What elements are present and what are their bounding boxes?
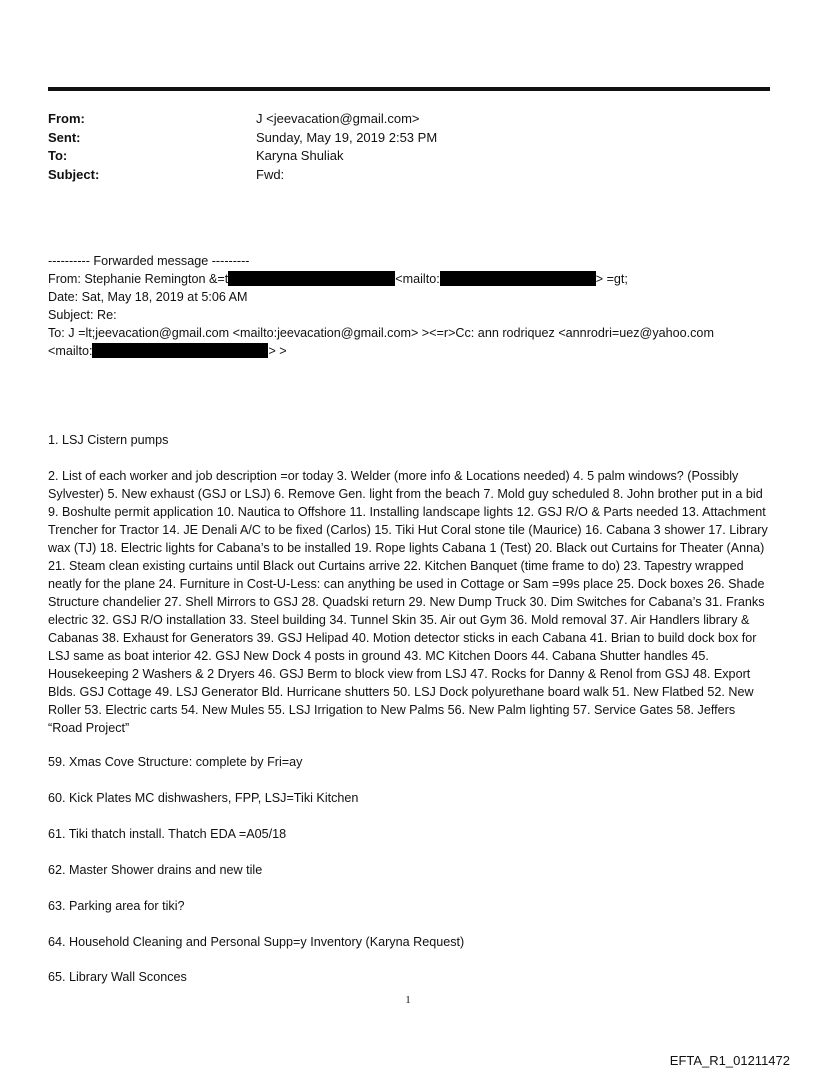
- forwarded-from-prefix: From: Stephanie Remington &=t: [48, 272, 229, 286]
- mailto2-prefix: <mailto:: [48, 344, 93, 358]
- forwarded-banner: ---------- Forwarded message ---------: [48, 254, 250, 268]
- redaction-box: [228, 271, 395, 286]
- from-label: From:: [48, 111, 85, 126]
- sent-label: Sent:: [48, 129, 81, 145]
- forwarded-block: [48, 252, 768, 360]
- bates-number: EFTA_R1_01211472: [669, 1053, 790, 1068]
- forwarded-date: Date: Sat, May 18, 2019 at 5:06 AM: [48, 290, 248, 304]
- email-header: [48, 110, 648, 184]
- mailto2-suffix: > >: [268, 344, 287, 358]
- from-row: [48, 110, 648, 129]
- list-item-63: 63. Parking area for tiki?: [48, 899, 185, 913]
- list-paragraph-2-58: [48, 467, 770, 737]
- mailto-mid: <mailto:: [395, 272, 440, 286]
- list-item-65: 65. Library Wall Sconces: [48, 970, 187, 984]
- list-item-62: 62. Master Shower drains and new tile: [48, 863, 263, 877]
- subject-value: Fwd:: [256, 166, 285, 182]
- redaction-box: [440, 271, 596, 286]
- list-item-2-58: 2. List of each worker and job description =or today 3. Welder (more info & Locations needed) 4. 5 palm windows? (Possibly Sylvester) 5. New exhaust (GSJ or LSJ) 6. Remove Gen. light from the beach 7. Mold guy scheduled 8. John brother put in a bid 9. Boshulte permit application 10. Nautica to Offshore 11. Installing landscape lights 12. GSJ R/O & Parts needed 13. Attachment Trencher for Tractor 14. JE Denali A/C to be fixed (Carlos) 15. Tiki Hut Coral stone tile (Maurice) 16. Cabana 3 shower 17. Library wax (TJ) 18. Electric lights for Cabana’s to be installed 19. Rope lights Cabana 1 (Test) 20. Black out Curtains for Theater (Anna) 21. Steam clean existing curtains until Black out Curtains arrive 22. Kitchen Banquet (time frame to do) 23. Tapestry wrapped neatly for the plane 24. Furniture in Cost-U-Less: can anything be used in Cottage or Sam =99s place 25. Dock boxes 26. Shade Structure chandelier 27. Shell Mirrors to GSJ 28. Quadski return 29. New Dump Truck 30. Dim Switches for Cabana’s 31. Franks electric 32. GSJ R/O installation 33. Steel building 34. Tunnel Skin 35. Air out Gym 36. Mold removal 37. Air Handlers library & Cabanas 38. Exhaust for Generators 39. GSJ Helipad 40. Motion detector sticks in each Cabana 41. Brian to build dock box for LSJ same as boat interior 42. GSJ New Dock 4 posts in ground 43. MC Kitchen Doors 44. Cabana Shutter handles 45. Housekeeping 2 Washers & 2 Dryers 46. GSJ Berm to block view from LSJ 47. Rocks for Danny & Renol from GSJ 48. Export Blds. GSJ Cottage 49. LSJ Generator Bld. Hurricane shutters 50. LSJ Dock polyurethane board walk 51. New Flatbed 52. New Roller 53. Electric carts 54. New Mules 55. LSJ Irrigation to New Palms 56. New Palm lighting 57. Service Gates 58. Jeffers “Road Project”: [48, 469, 768, 735]
- list-item-1: 1. LSJ Cistern pumps: [48, 433, 169, 447]
- page-number: 1: [405, 994, 411, 1006]
- list-item-60: 60. Kick Plates MC dishwashers, FPP, LSJ=Tiki Kitchen: [48, 791, 359, 805]
- header-rule: [48, 87, 770, 91]
- to-row: [48, 147, 648, 166]
- sent-value: Sunday, May 19, 2019 2:53 PM: [256, 129, 438, 145]
- subject-row: [48, 166, 648, 185]
- redaction-box: [92, 343, 268, 358]
- subject-label: Subject:: [48, 166, 100, 182]
- forwarded-from-suffix: > =gt;: [595, 272, 628, 286]
- forwarded-subject: Subject: Re:: [48, 308, 117, 322]
- forwarded-to-line: To: J =lt;jeevacation@gmail.com <mailto:jeevacation@gmail.com> ><=r>Cc: ann rodriquez <annrodri=uez@yahoo.com: [48, 326, 714, 340]
- forwarded-mailto2-line: [48, 342, 768, 360]
- to-label: To:: [48, 148, 68, 163]
- forwarded-from-line: [48, 270, 768, 288]
- list-item-61: 61. Tiki thatch install. Thatch EDA =A05/18: [48, 827, 287, 841]
- to-value: Karyna Shuliak: [256, 148, 344, 163]
- from-value: J <jeevacation@gmail.com>: [256, 111, 420, 126]
- list-item-64: 64. Household Cleaning and Personal Supp=y Inventory (Karyna Request): [48, 935, 465, 949]
- sent-row: [48, 129, 648, 148]
- list-item-59: 59. Xmas Cove Structure: complete by Fri=ay: [48, 755, 303, 769]
